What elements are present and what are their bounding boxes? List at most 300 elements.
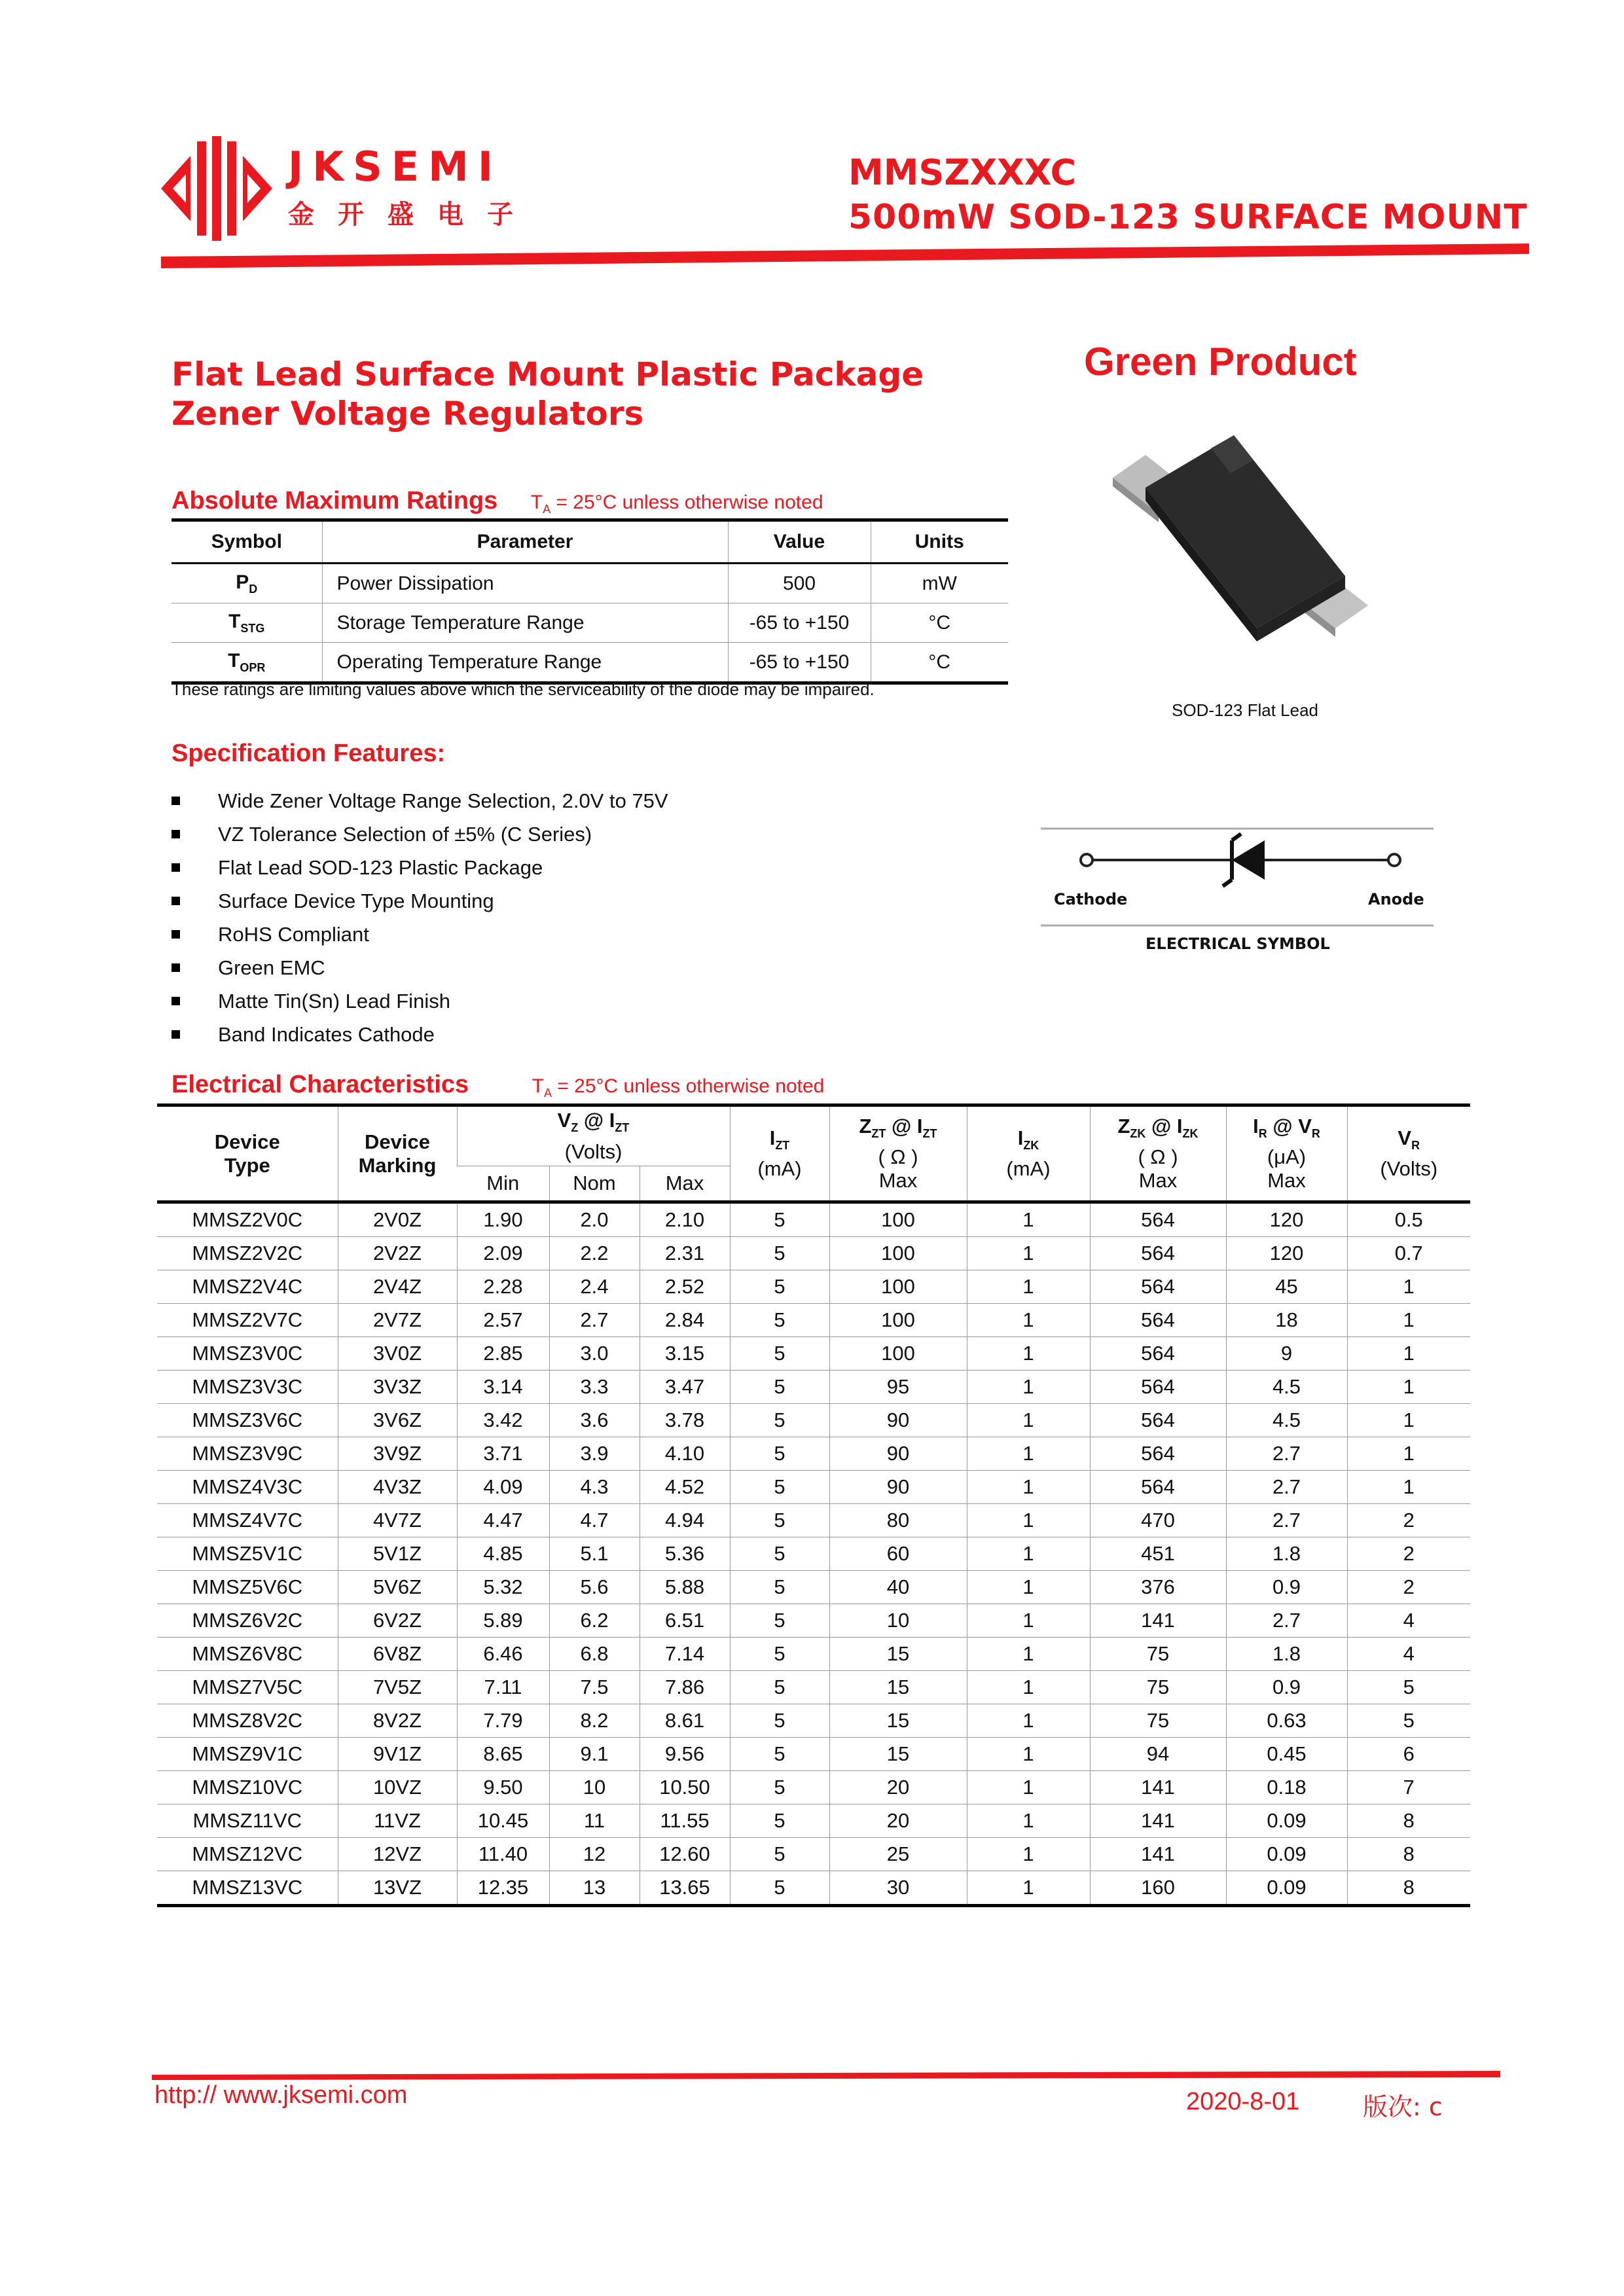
device-type-cell: MMSZ3V9C xyxy=(157,1437,338,1471)
vr-cell: 6 xyxy=(1347,1738,1470,1771)
note-sub: A xyxy=(543,503,551,516)
izt-cell: 5 xyxy=(730,1704,829,1738)
vz-min-cell: 9.50 xyxy=(457,1771,549,1804)
ir-cell: 2.7 xyxy=(1226,1437,1347,1471)
vz-max-cell: 10.50 xyxy=(640,1771,730,1804)
vz-nom-cell: 8.2 xyxy=(549,1704,640,1738)
vz-nom-cell: 9.1 xyxy=(549,1738,640,1771)
zzt-cell: 90 xyxy=(829,1404,967,1437)
vz-nom-cell: 3.0 xyxy=(549,1337,640,1371)
feature-text: Band Indicates Cathode xyxy=(218,1022,435,1046)
electrical-table xyxy=(157,1103,1470,1907)
vz-min-cell: 7.11 xyxy=(457,1671,549,1704)
table-row xyxy=(171,603,1008,643)
vz-min-cell: 5.32 xyxy=(457,1571,549,1604)
device-marking-cell: 4V3Z xyxy=(338,1471,457,1504)
vr-cell: 5 xyxy=(1347,1704,1470,1738)
vz-min-cell: 6.46 xyxy=(457,1638,549,1671)
vz-max-cell: 2.52 xyxy=(640,1270,730,1304)
col-device-marking: Device Marking xyxy=(338,1105,457,1202)
feature-text: VZ Tolerance Selection of ±5% (C Series) xyxy=(218,822,592,846)
zzt-cell: 100 xyxy=(829,1304,967,1337)
zener-diode-icon xyxy=(1041,826,1434,931)
zzk-cell: 75 xyxy=(1090,1638,1226,1671)
device-marking-cell: 3V0Z xyxy=(338,1337,457,1371)
green-product-label: Green Product xyxy=(1084,340,1357,384)
vz-max-cell: 4.10 xyxy=(640,1437,730,1471)
electrical-header-row xyxy=(157,1105,1470,1166)
device-marking-cell: 2V2Z xyxy=(338,1237,457,1270)
ir-cell: 18 xyxy=(1226,1304,1347,1337)
zzk-cell: 141 xyxy=(1090,1838,1226,1871)
sod123-package-image xyxy=(1093,425,1381,661)
table-row xyxy=(157,1771,1470,1804)
izk-cell: 1 xyxy=(967,1371,1090,1404)
izk-cell: 1 xyxy=(967,1638,1090,1671)
device-marking-cell: 11VZ xyxy=(338,1804,457,1838)
zzk-cell: 564 xyxy=(1090,1404,1226,1437)
ir-cell: 4.5 xyxy=(1226,1404,1347,1437)
vz-min-cell: 11.40 xyxy=(457,1838,549,1871)
zzt-cell: 95 xyxy=(829,1371,967,1404)
vz-min-cell: 8.65 xyxy=(457,1738,549,1771)
device-type-cell: MMSZ6V2C xyxy=(157,1604,338,1638)
vz-nom-cell: 6.2 xyxy=(549,1604,640,1638)
device-type-cell: MMSZ13VC xyxy=(157,1871,338,1906)
revision-date: 2020-8-01 xyxy=(1186,2088,1300,2115)
feature-text: Green EMC xyxy=(218,956,325,979)
vz-nom-cell: 6.8 xyxy=(549,1638,640,1671)
izk-cell: 1 xyxy=(967,1771,1090,1804)
device-type-cell: MMSZ4V3C xyxy=(157,1471,338,1504)
device-marking-cell: 3V9Z xyxy=(338,1437,457,1471)
parameter-cell: Operating Temperature Range xyxy=(322,643,728,683)
website-link[interactable]: http:// www.jksemi.com xyxy=(154,2081,408,2109)
zzk-cell: 451 xyxy=(1090,1537,1226,1571)
zzk-cell: 564 xyxy=(1090,1371,1226,1404)
izk-cell: 1 xyxy=(967,1604,1090,1638)
table-row xyxy=(157,1604,1470,1638)
vz-max-cell: 9.56 xyxy=(640,1738,730,1771)
electrical-title: Electrical Characteristics xyxy=(171,1071,469,1098)
vz-max-cell: 4.52 xyxy=(640,1471,730,1504)
bullet-icon xyxy=(171,897,180,905)
title-line-2: Zener Voltage Regulators xyxy=(171,395,644,433)
revision-label: 版次: c xyxy=(1363,2092,1443,2121)
cathode-label: Cathode xyxy=(1054,890,1128,908)
ir-cell: 4.5 xyxy=(1226,1371,1347,1404)
ir-cell: 0.63 xyxy=(1226,1704,1347,1738)
col-vr: $V_R$ (Volts) xyxy=(1347,1105,1470,1202)
note-text: = 25°C unless otherwise noted xyxy=(551,1075,825,1097)
zzk-cell: 564 xyxy=(1090,1437,1226,1471)
col-parameter: Parameter xyxy=(322,520,728,564)
zzt-cell: 100 xyxy=(829,1202,967,1237)
izk-cell: 1 xyxy=(967,1738,1090,1771)
ir-cell: 1.8 xyxy=(1226,1638,1347,1671)
vz-nom-cell: 2.0 xyxy=(549,1202,640,1237)
zzk-cell: 564 xyxy=(1090,1270,1226,1304)
vr-cell: 2 xyxy=(1347,1504,1470,1537)
device-marking-cell: 5V6Z xyxy=(338,1571,457,1604)
device-marking-cell: 6V2Z xyxy=(338,1604,457,1638)
electrical-table-body xyxy=(157,1202,1470,1906)
vz-min-cell: 3.14 xyxy=(457,1371,549,1404)
zzt-cell: 25 xyxy=(829,1838,967,1871)
bullet-icon xyxy=(171,830,180,838)
device-type-cell: MMSZ9V1C xyxy=(157,1738,338,1771)
feature-text: Surface Device Type Mounting xyxy=(218,889,494,912)
list-item xyxy=(171,984,668,1018)
izt-cell: 5 xyxy=(730,1202,829,1237)
table-row xyxy=(157,1270,1470,1304)
bullet-icon xyxy=(171,1030,180,1039)
izk-cell: 1 xyxy=(967,1237,1090,1270)
zzk-cell: 141 xyxy=(1090,1604,1226,1638)
abs-max-title: Absolute Maximum Ratings xyxy=(171,487,498,514)
vz-max-cell: 5.36 xyxy=(640,1537,730,1571)
izt-cell: 5 xyxy=(730,1571,829,1604)
unit-cell: °C xyxy=(871,603,1008,643)
vr-cell: 8 xyxy=(1347,1838,1470,1871)
feature-text: Flat Lead SOD-123 Plastic Package xyxy=(218,855,543,879)
bullet-icon xyxy=(171,797,180,805)
vz-max-cell: 3.47 xyxy=(640,1371,730,1404)
device-type-cell: MMSZ2V0C xyxy=(157,1202,338,1237)
zzt-cell: 15 xyxy=(829,1638,967,1671)
features-list xyxy=(171,784,668,1051)
izk-cell: 1 xyxy=(967,1437,1090,1471)
zzk-cell: 564 xyxy=(1090,1471,1226,1504)
vz-nom-cell: 3.9 xyxy=(549,1437,640,1471)
zzk-cell: 376 xyxy=(1090,1571,1226,1604)
abs-max-table xyxy=(171,518,1008,685)
device-type-cell: MMSZ5V1C xyxy=(157,1537,338,1571)
zzt-cell: 90 xyxy=(829,1437,967,1471)
symbol-caption: ELECTRICAL SYMBOL xyxy=(1146,935,1330,953)
izt-cell: 5 xyxy=(730,1437,829,1471)
table-row xyxy=(157,1237,1470,1270)
device-marking-cell: 2V0Z xyxy=(338,1202,457,1237)
vz-nom-cell: 13 xyxy=(549,1871,640,1906)
device-type-cell: MMSZ11VC xyxy=(157,1804,338,1838)
zzt-cell: 10 xyxy=(829,1604,967,1638)
device-marking-cell: 6V8Z xyxy=(338,1638,457,1671)
table-row xyxy=(157,1537,1470,1571)
vz-max-cell: 5.88 xyxy=(640,1571,730,1604)
zzt-cell: 100 xyxy=(829,1337,967,1371)
vz-max-cell: 6.51 xyxy=(640,1604,730,1638)
vz-nom-cell: 2.2 xyxy=(549,1237,640,1270)
abs-max-header-row xyxy=(171,520,1008,564)
footer-divider xyxy=(152,2068,1500,2081)
izk-cell: 1 xyxy=(967,1838,1090,1871)
vz-min-cell: 1.90 xyxy=(457,1202,549,1237)
device-marking-cell: 3V6Z xyxy=(338,1404,457,1437)
device-type-cell: MMSZ3V0C xyxy=(157,1337,338,1371)
table-row xyxy=(157,1371,1470,1404)
feature-text: Matte Tin(Sn) Lead Finish xyxy=(218,989,450,1013)
device-type-cell: MMSZ2V7C xyxy=(157,1304,338,1337)
zzk-cell: 141 xyxy=(1090,1804,1226,1838)
vr-cell: 1 xyxy=(1347,1371,1470,1404)
vz-nom-cell: 3.6 xyxy=(549,1404,640,1437)
izk-cell: 1 xyxy=(967,1202,1090,1237)
vz-min-cell: 2.57 xyxy=(457,1304,549,1337)
device-marking-cell: 3V3Z xyxy=(338,1371,457,1404)
vz-max-cell: 11.55 xyxy=(640,1804,730,1838)
device-marking-cell: 7V5Z xyxy=(338,1671,457,1704)
vz-min-cell: 3.42 xyxy=(457,1404,549,1437)
izt-cell: 5 xyxy=(730,1304,829,1337)
device-marking-cell: 2V4Z xyxy=(338,1270,457,1304)
izt-cell: 5 xyxy=(730,1270,829,1304)
table-row xyxy=(157,1437,1470,1471)
note-t: T xyxy=(530,492,543,513)
feature-text: Wide Zener Voltage Range Selection, 2.0V to 75V xyxy=(218,789,668,812)
package-caption: SOD-123 Flat Lead xyxy=(1172,700,1319,720)
zzk-cell: 160 xyxy=(1090,1871,1226,1906)
note-text: = 25°C unless otherwise noted xyxy=(550,492,823,513)
vz-max-cell: 7.14 xyxy=(640,1638,730,1671)
part-subtitle: 500mW SOD-123 SURFACE MOUNT xyxy=(848,198,1528,237)
vr-cell: 8 xyxy=(1347,1804,1470,1838)
abs-max-note xyxy=(530,492,823,516)
device-type-cell: MMSZ12VC xyxy=(157,1838,338,1871)
vz-max-cell: 3.78 xyxy=(640,1404,730,1437)
izk-cell: 1 xyxy=(967,1270,1090,1304)
zzt-cell: 60 xyxy=(829,1537,967,1571)
izt-cell: 5 xyxy=(730,1871,829,1906)
vz-nom-cell: 11 xyxy=(549,1804,640,1838)
device-type-cell: MMSZ2V2C xyxy=(157,1237,338,1270)
device-marking-cell: 12VZ xyxy=(338,1838,457,1871)
ir-cell: 0.09 xyxy=(1226,1804,1347,1838)
col-units: Units xyxy=(871,520,1008,564)
brand-name: JKSEMI xyxy=(288,143,502,190)
electrical-heading xyxy=(171,1071,824,1100)
zzt-cell: 30 xyxy=(829,1871,967,1906)
col-vz-min: Min xyxy=(457,1166,549,1202)
izt-cell: 5 xyxy=(730,1738,829,1771)
list-item xyxy=(171,784,668,817)
ir-cell: 120 xyxy=(1226,1202,1347,1237)
izt-cell: 5 xyxy=(730,1504,829,1537)
vz-nom-cell: 2.4 xyxy=(549,1270,640,1304)
device-marking-cell: 13VZ xyxy=(338,1871,457,1906)
izk-cell: 1 xyxy=(967,1537,1090,1571)
vr-cell: 1 xyxy=(1347,1270,1470,1304)
table-row xyxy=(157,1871,1470,1906)
list-item xyxy=(171,951,668,984)
device-type-cell: MMSZ8V2C xyxy=(157,1704,338,1738)
device-type-cell: MMSZ10VC xyxy=(157,1771,338,1804)
vz-nom-cell: 10 xyxy=(549,1771,640,1804)
vz-max-cell: 4.94 xyxy=(640,1504,730,1537)
table-row xyxy=(157,1704,1470,1738)
device-marking-cell: 9V1Z xyxy=(338,1738,457,1771)
table-row xyxy=(171,643,1008,683)
vr-cell: 0.7 xyxy=(1347,1237,1470,1270)
ir-cell: 1.8 xyxy=(1226,1537,1347,1571)
izt-cell: 5 xyxy=(730,1404,829,1437)
izk-cell: 1 xyxy=(967,1671,1090,1704)
ir-cell: 2.7 xyxy=(1226,1471,1347,1504)
list-item xyxy=(171,918,668,951)
vz-nom-cell: 4.7 xyxy=(549,1504,640,1537)
document-title xyxy=(171,355,924,433)
zzk-cell: 75 xyxy=(1090,1671,1226,1704)
list-item xyxy=(171,1018,668,1051)
symbol-cell: $T_{OPR}$ xyxy=(171,643,322,683)
izt-cell: 5 xyxy=(730,1771,829,1804)
col-value: Value xyxy=(728,520,871,564)
vz-min-cell: 2.85 xyxy=(457,1337,549,1371)
izt-cell: 5 xyxy=(730,1604,829,1638)
vr-cell: 0.5 xyxy=(1347,1202,1470,1237)
vz-nom-cell: 5.1 xyxy=(549,1537,640,1571)
izt-cell: 5 xyxy=(730,1471,829,1504)
vz-nom-cell: 5.6 xyxy=(549,1571,640,1604)
table-row xyxy=(157,1671,1470,1704)
izk-cell: 1 xyxy=(967,1804,1090,1838)
vr-cell: 7 xyxy=(1347,1771,1470,1804)
vz-max-cell: 2.31 xyxy=(640,1237,730,1270)
vz-max-cell: 12.60 xyxy=(640,1838,730,1871)
col-symbol: Symbol xyxy=(171,520,322,564)
table-row xyxy=(157,1471,1470,1504)
zzt-cell: 40 xyxy=(829,1571,967,1604)
device-marking-cell: 5V1Z xyxy=(338,1537,457,1571)
col-zzk: $Z_{ZK}$ @ $I_{ZK}$ ( Ω ) Max xyxy=(1090,1105,1226,1202)
vz-nom-cell: 12 xyxy=(549,1838,640,1871)
bullet-icon xyxy=(171,863,180,872)
vr-cell: 1 xyxy=(1347,1404,1470,1437)
vz-max-cell: 2.84 xyxy=(640,1304,730,1337)
zzk-cell: 564 xyxy=(1090,1304,1226,1337)
zzt-cell: 15 xyxy=(829,1738,967,1771)
col-vz: $V_Z$ @ $I_{ZT}$ (Volts) xyxy=(457,1105,730,1166)
ir-cell: 2.7 xyxy=(1226,1604,1347,1638)
header-divider xyxy=(161,242,1529,268)
ir-cell: 120 xyxy=(1226,1237,1347,1270)
ir-cell: 0.18 xyxy=(1226,1771,1347,1804)
vz-nom-cell: 4.3 xyxy=(549,1471,640,1504)
table-row xyxy=(157,1738,1470,1771)
table-row xyxy=(157,1304,1470,1337)
zzk-cell: 94 xyxy=(1090,1738,1226,1771)
table-row xyxy=(157,1504,1470,1537)
device-type-cell: MMSZ6V8C xyxy=(157,1638,338,1671)
device-type-cell: MMSZ2V4C xyxy=(157,1270,338,1304)
col-izk: $I_{ZK}$ (mA) xyxy=(967,1105,1090,1202)
value-cell: 500 xyxy=(728,564,871,603)
vz-min-cell: 12.35 xyxy=(457,1871,549,1906)
izt-cell: 5 xyxy=(730,1638,829,1671)
symbol-cell: $P_D$ xyxy=(171,564,322,603)
zzt-cell: 90 xyxy=(829,1471,967,1504)
table-row xyxy=(157,1838,1470,1871)
zzt-cell: 80 xyxy=(829,1504,967,1537)
vz-max-cell: 13.65 xyxy=(640,1871,730,1906)
value-cell: -65 to +150 xyxy=(728,643,871,683)
zzt-cell: 15 xyxy=(829,1704,967,1738)
table-row xyxy=(171,564,1008,603)
table-row xyxy=(157,1804,1470,1838)
unit-cell: °C xyxy=(871,643,1008,683)
vr-cell: 4 xyxy=(1347,1604,1470,1638)
abs-max-heading xyxy=(171,487,823,516)
feature-text: RoHS Compliant xyxy=(218,922,369,946)
vz-max-cell: 8.61 xyxy=(640,1704,730,1738)
vz-max-cell: 7.86 xyxy=(640,1671,730,1704)
zzk-cell: 564 xyxy=(1090,1237,1226,1270)
electrical-symbol xyxy=(1041,826,1434,957)
zzt-cell: 15 xyxy=(829,1671,967,1704)
izt-cell: 5 xyxy=(730,1804,829,1838)
vr-cell: 2 xyxy=(1347,1537,1470,1571)
device-type-cell: MMSZ5V6C xyxy=(157,1571,338,1604)
ir-cell: 0.9 xyxy=(1226,1571,1347,1604)
bullet-icon xyxy=(171,997,180,1005)
value-cell: -65 to +150 xyxy=(728,603,871,643)
bullet-icon xyxy=(171,930,180,939)
col-vz-nom: Nom xyxy=(549,1166,640,1202)
zzt-cell: 20 xyxy=(829,1771,967,1804)
symbol-cell: $T_{STG}$ xyxy=(171,603,322,643)
vz-min-cell: 3.71 xyxy=(457,1437,549,1471)
zzk-cell: 470 xyxy=(1090,1504,1226,1537)
vr-cell: 1 xyxy=(1347,1304,1470,1337)
brand-name-chinese: 金开盛电子 xyxy=(288,200,537,230)
vr-cell: 4 xyxy=(1347,1638,1470,1671)
izt-cell: 5 xyxy=(730,1371,829,1404)
izk-cell: 1 xyxy=(967,1404,1090,1437)
zzt-cell: 20 xyxy=(829,1804,967,1838)
izk-cell: 1 xyxy=(967,1304,1090,1337)
col-ir: $I_R$ @ $V_R$ (μA) Max xyxy=(1226,1105,1347,1202)
izk-cell: 1 xyxy=(967,1504,1090,1537)
note-t: T xyxy=(532,1075,544,1097)
vz-min-cell: 5.89 xyxy=(457,1604,549,1638)
vr-cell: 2 xyxy=(1347,1571,1470,1604)
ir-cell: 2.7 xyxy=(1226,1504,1347,1537)
device-type-cell: MMSZ3V6C xyxy=(157,1404,338,1437)
zzk-cell: 564 xyxy=(1090,1202,1226,1237)
vz-min-cell: 10.45 xyxy=(457,1804,549,1838)
part-number: MMSZXXXC xyxy=(848,152,1077,193)
col-izt: $I_{ZT}$ (mA) xyxy=(730,1105,829,1202)
vz-min-cell: 2.09 xyxy=(457,1237,549,1270)
title-line-1: Flat Lead Surface Mount Plastic Package xyxy=(171,355,924,393)
parameter-cell: Power Dissipation xyxy=(322,564,728,603)
ir-cell: 0.9 xyxy=(1226,1671,1347,1704)
izt-cell: 5 xyxy=(730,1671,829,1704)
device-marking-cell: 8V2Z xyxy=(338,1704,457,1738)
zzk-cell: 75 xyxy=(1090,1704,1226,1738)
vz-min-cell: 4.09 xyxy=(457,1471,549,1504)
vz-min-cell: 7.79 xyxy=(457,1704,549,1738)
izt-cell: 5 xyxy=(730,1337,829,1371)
device-marking-cell: 2V7Z xyxy=(338,1304,457,1337)
zzk-cell: 564 xyxy=(1090,1337,1226,1371)
vz-min-cell: 4.47 xyxy=(457,1504,549,1537)
vz-min-cell: 4.85 xyxy=(457,1537,549,1571)
device-marking-cell: 10VZ xyxy=(338,1771,457,1804)
vz-max-cell: 3.15 xyxy=(640,1337,730,1371)
device-type-cell: MMSZ4V7C xyxy=(157,1504,338,1537)
izk-cell: 1 xyxy=(967,1871,1090,1906)
